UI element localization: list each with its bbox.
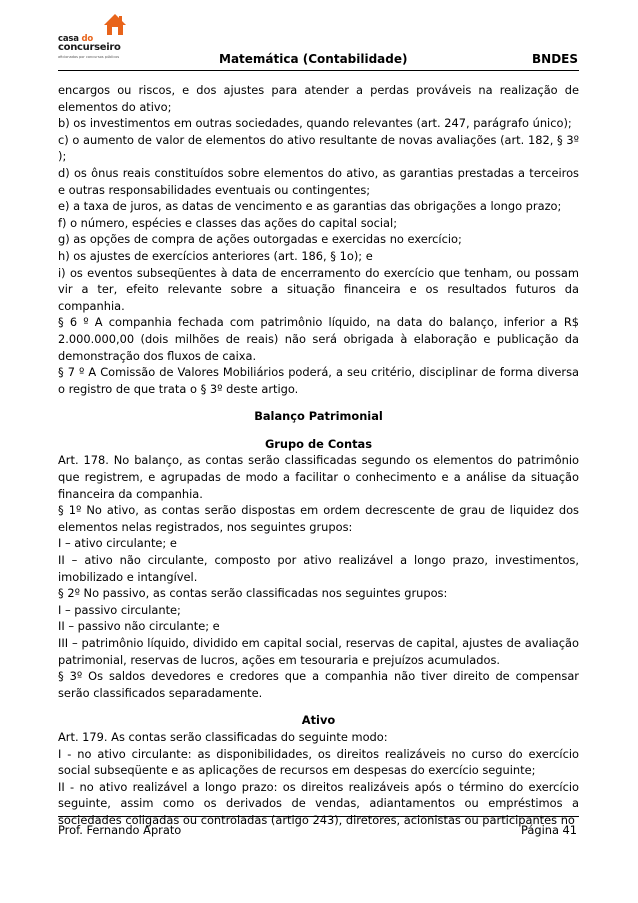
paragraph: II - no ativo realizável a longo prazo: os direitos realizáveis após o término do exercício seguinte, assim como os derivados de vendas, adiantamentos ou empréstimos a sociedades coligadas ou controladas (artigo 243), diretores, acionistas ou participantes no (58, 779, 579, 827)
header-rule (58, 70, 579, 71)
logo-line1: casa do (58, 34, 94, 44)
paragraph: II – passivo não circulante; e (58, 619, 220, 634)
paragraph: I - no ativo circulante: as disponibilidades, os direitos realizáveis no curso do exercício social subseqüente e as aplicações de recursos em despesas do exercício seguinte; (58, 746, 579, 778)
paragraph: e) a taxa de juros, as datas de vencimento e as garantias das obrigações a longo prazo; (58, 199, 562, 214)
paragraph: § 3º Os saldos devedores e credores que a companhia não tiver direito de compensar serão classificados separadamente. (58, 669, 579, 700)
paragraph: i) os eventos subseqüentes à data de encerramento do exercício que tenham, ou possam vir a ter, efeito relevante sobre a situação financeira e os resultados futuros da companhia. (58, 265, 579, 313)
paragraph: I – passivo circulante; (58, 602, 181, 617)
paragraph: h) os ajustes de exercícios anteriores (art. 186, § 1o); e (58, 248, 373, 263)
paragraph: encargos ou riscos, e dos ajustes para atender a perdas prováveis na realização de elementos do ativo; (58, 83, 579, 114)
header-right: BNDES (532, 52, 578, 66)
paragraph: § 7 º A Comissão de Valores Mobiliários poderá, a seu critério, disciplinar de forma diversa o registro de que trata o § 3º deste artigo. (58, 365, 579, 396)
logo-line2: concurseiro (58, 42, 121, 53)
paragraph: f) o número, espécies e classes das ações do capital social; (58, 215, 398, 230)
paragraph: § 2º No passivo, as contas serão classificadas nos seguintes grupos: (58, 586, 448, 601)
paragraph: I – ativo circulante; e (58, 536, 177, 551)
section-heading: Balanço Patrimonial (254, 409, 383, 424)
brand-logo (58, 12, 130, 59)
paragraph: § 1º No ativo, as contas serão dispostas em ordem decrescente de grau de liquidez dos elementos nelas registrados, nos seguintes grupos: (58, 503, 579, 534)
footer-author: Prof. Fernando Aprato (58, 823, 182, 837)
logo-tagline: aficionados por concursos públicos (58, 55, 120, 59)
house-logo-icon (102, 12, 128, 36)
section-heading: Ativo (301, 713, 336, 728)
paragraph: § 6 º A companhia fechada com patrimônio líquido, na data do balanço, inferior a R$ 2.000.000,00 (dois milhões de reais) não será obrigada à elaboração e publicação da demonstração dos fluxos de caixa. (58, 315, 579, 363)
paragraph: c) o aumento de valor de elementos do ativo resultante de novas avaliações (art. 182, § 3º ); (58, 132, 579, 164)
paragraph: b) os investimentos em outras sociedades, quando relevantes (art. 247, parágrafo único); (58, 116, 572, 131)
paragraph: Art. 179. As contas serão classificadas do seguinte modo: (58, 729, 388, 744)
paragraph: g) as opções de compra de ações outorgadas e exercidas no exercício; (58, 232, 462, 247)
paragraph: Art. 178. No balanço, as contas serão classificadas segundo os elementos do patrimônio que registrem, e agrupadas de modo a facilitar o conhecimento e a análise da situação financeira da companhia. (58, 453, 579, 501)
footer-rule (58, 816, 579, 817)
header-title: Matemática (Contabilidade) (219, 52, 408, 66)
section-heading: Grupo de Contas (264, 436, 373, 451)
footer-page-number: Página 41 (521, 823, 578, 837)
paragraph: III – patrimônio líquido, dividido em capital social, reservas de capital, ajustes de avaliação patrimonial, reservas de lucros, ações em tesouraria e prejuízos acumulados. (58, 636, 579, 667)
paragraph: d) os ônus reais constituídos sobre elementos do ativo, as garantias prestadas a terceiros e outras responsabilidades eventuais ou contingentes; (58, 165, 579, 197)
paragraph: II – ativo não circulante, composto por ativo realizável a longo prazo, investimentos, imobilizado e intangível. (58, 553, 579, 584)
page-body (58, 82, 579, 829)
